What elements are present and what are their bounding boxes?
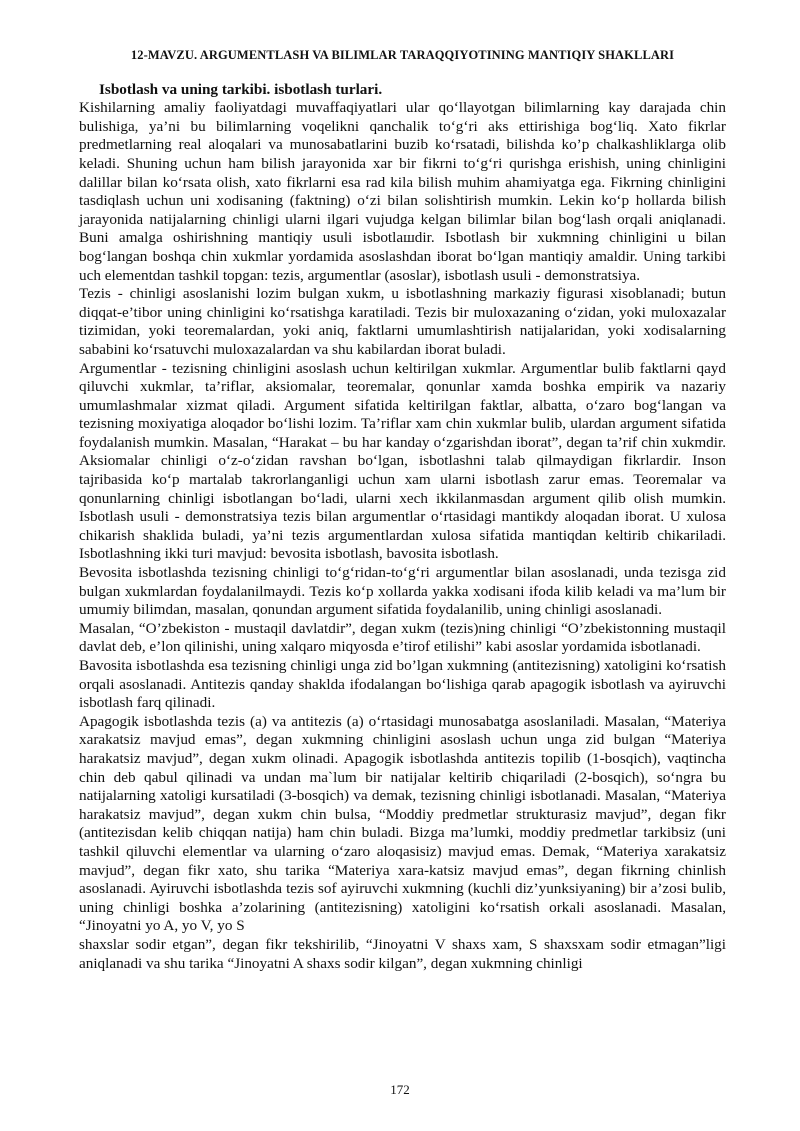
paragraph-8: shaxslar sodir etgan”, degan fikr tekshirilib, “Jinoyatni V shaxs xam, S shaxsxam sodir etmagan”ligi aniqlanadi va shu tarika “Jinoyatni A shaxs sodir kilgan”, degan xukmning chinligi <box>79 935 726 972</box>
paragraph-3: Argumentlar - tezisning chinligini asoslash uchun keltirilgan xukmlar. Argumentlar bulib faktlarni qayd qiluvchi xukmlar, ta’riflar, aksiomalar, teoremalar, qonunlar xamda boshka empirik va nazariy umumlashmalar xizmat qiladi. Argument sifatida keltirilgan faktlar, albatta, o‘zaro bog‘langan va tezisning moxiyatiga aloqador bo‘lishi lozim. Ta’riflar xam chin xukmlar bulib, ulardan argument sifatida foydalanish mumkin. Masalan, “Harakat – bu har kanday o‘zgarishdan iborat”, degan ta’rif chin xukmdir. Aksiomalar chinligi o‘z-o‘zidan ravshan bo‘lgan, isbotlashni talab qilmaydigan fikrlardir. Inson tajribasida ko‘p martalab takrorlanganligi uchun xam ularni isbotlash zarur emas. Teoremalar va qonunlarning chinligi isbotlangan bo‘ladi, ularni xech ikkilanmasdan argument qilib olish mumkin. Isbotlash usuli - demonstratsiya tezis bilan argumentlar o‘rtasidagi mantikdy aloqadan iborat. U xulosa chikarish shaklida buladi, ya’ni tezis argumentlardan xulosa sifatida mantiqdan keltirib chikariladi. Isbotlashning ikki turi mavjud: bevosita isbotlash, bavosita isbotlash. <box>79 359 726 563</box>
paragraph-1: Kishilarning amaliy faoliyatdagi muvaffaqiyatlari ular qo‘llayotgan bilimlarning kay darajada chin bulishiga, ya’ni bu bilimlarning voqelikni qanchalik to‘g‘ri aks ettirishiga bog‘liq. Xato fikrlar predmetlarning real aloqalari va munosabatlarini buzib ko‘rsatadi, bilishda ko’p chalkashliklarga olib keladi. Shuning uchun ham bilish jarayonida xar bir fikrni to‘g‘ri qurishga erishish, uning chinligini dalillar bilan ko‘rsata olish, xato fikrlarni esa rad kila bilish muhim ahamiyatga ega. Fikrning chinligini tasdiqlash uchun uni xodisaning (faktning) o‘zi bilan solishtirish mumkin. Lekin ko‘p hollarda bilish jarayonida natijalarning chinligi ularni ilgari vujudga kelgan bilimlar bilan bog‘lash orqali aniqlanadi. Buni amalga oshirishning mantiqiy usuli isbotlaшdir. Isbotlash bir xukmning chinligini u bilan bog‘langan boshqa chin xukmlar yordamida asoslashdan iborat bo‘lgan mantiqiy amaldir. Uning tarkibi uch elementdan tashkil topgan: tezis, argumentlar (asoslar), isbotlash usuli - demonstratsiya. <box>79 99 726 284</box>
paragraph-4: Bevosita isbotlashda tezisning chinligi to‘g‘ridan-to‘g‘ri argumentlar bilan asoslanadi, unda tezisga zid bulgan xukmlardan foydalanilmaydi. Tezis ko‘p xollarda yakka xodisani ifoda kilib keladi va ma’lum bir umumiy bilimdan, masalan, qonundan argument sifatida foydalanilib, uning chinligi asoslanadi. <box>79 564 726 619</box>
section-title: Isbotlash va uning tarkibi. isbotlash turlari. <box>99 80 383 98</box>
paragraph-2: Tezis - chinligi asoslanishi lozim bulgan xukm, u isbotlashning markaziy figurasi xisoblanadi; butun diqqat-e’tibor uning chinligini ko‘rsatishga karatiladi. Tezis bir muloxazaning o‘zidan, yoki muloxazalar tizimidan, yoki teoremalardan, yoki aniq, faktlarni umumlashtirish natijalaridan, yoki xodisalarning sababini ko‘rsatuvchi muloxazalardan va shu kabilardan iborat buladi. <box>79 285 726 358</box>
paragraph-7: Apagogik isbotlashda tezis (a) va antitezis (a) o‘rtasidagi munosabatga asoslaniladi. Masalan, “Materiya xarakatsiz mavjud emas”, degan xukmning chinligini asoslash uchun unga zid bulgan “Materiya harakatsiz mavjud”, degan xukm olinadi. Apagogik isbotlashda antitezis topilib (1-bosqich), vaqtincha chin deb qabul qilinadi va undan ma`lum bir natijalar keltirib chiqariladi (2-bosqich), so‘ngra bu natijalarning xatoligi kursatiladi (3-bosqich) va demak, tezisning chinligi isbotlanadi. Masalan, “Materiya harakatsiz mavjud”, degan xukm chin bulsa, “Moddiy predmetlar strukturasiz mavjud”, degan fikr (antitezisdan kelib chiqqan natija) ham chin buladi. Bizga ma’lumki, moddiy predmetlar tarkibsiz (uni tashkil qiluvchi elementlar va ularning o‘zaro aloqasisiz) mavjud emas. Demak, “Materiya xarakatsiz mavjud”, degan fikr xato, shu tarika “Materiya xara-katsiz mavjud emas”, degan fikrning chinlish asoslanadi. Ayiruvchi isbotlashda tezis sof ayiruvchi xukmning (kuchli diz’yunksiyaning) bir a’zosi bulib, uning chinligi boshka a’zolarining (antitezisning) xatoligini ko‘rsatish orkali asoslanadi. Masalan, “Jinoyatni yo A, yo V, yo S <box>79 712 726 935</box>
chapter-header: 12-MAVZU. ARGUMENTLASH VA BILIMLAR TARAQQIYOTINING MANTIQIY SHAKLLARI <box>130 48 675 62</box>
page-number: 172 <box>390 1082 410 1097</box>
document-page <box>79 46 726 973</box>
paragraph-6: Bavosita isbotlashda esa tezisning chinligi unga zid bo’lgan xukmning (antitezisning) xatoligini ko‘rsatish orqali asoslanadi. Antitezis qanday shaklda ifodalangan bo‘lishiga qarab apagogik isbotlash va ayiruvchi isbotlash farq qilinadi. <box>79 657 726 712</box>
paragraph-5: Masalan, “O’zbekiston - mustaqil davlatdir”, degan xukm (tezis)ning chinligi “O’zbekistonning mustaqil davlat deb, e’lon qilinishi, uning xalqaro miqyosda e’tirof etilishi” kabi asoslar yordamida isbotlanadi. <box>79 619 726 656</box>
